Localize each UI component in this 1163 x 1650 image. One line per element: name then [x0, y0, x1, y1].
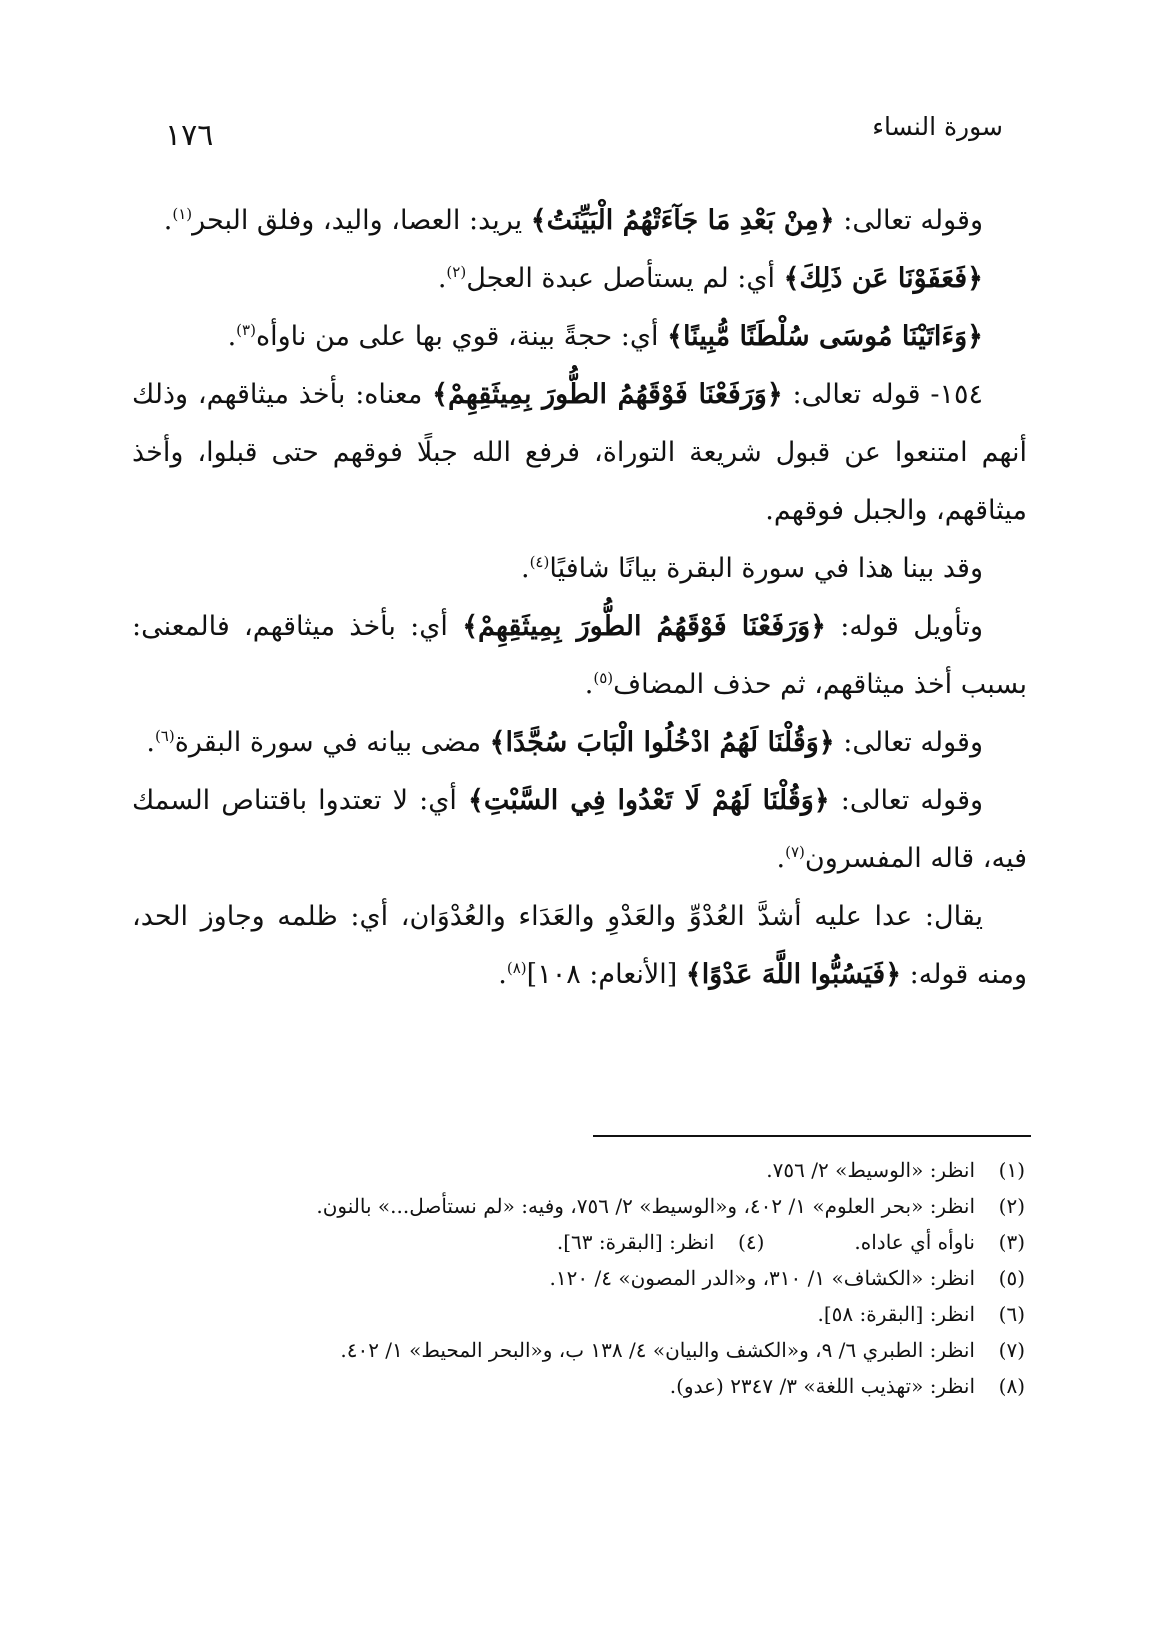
- paragraph-3: ﴿وَءَاتَيْنَا مُوسَى سُلْطَنًا مُّبِينًا﴾ أي: حجةً بينة، قوي بها على من ناوأه$^{(٣)}$.: [227, 321, 983, 352]
- footnote-item: [125, 1368, 1025, 1404]
- footnote-text: انظر: «تهذيب اللغة» ٣/ ٢٣٤٧ (عدو).: [669, 1374, 975, 1398]
- footnote-item: [125, 1260, 1025, 1296]
- footnote-number: (١): [998, 1158, 1025, 1182]
- footnote-ref: (١): [172, 205, 193, 223]
- footnote-item: [125, 1152, 1025, 1188]
- paragraph-7: وقوله تعالى: ﴿وَقُلْنَا لَهُمُ ادْخُلُوا الْبَابَ سُجَّدًا﴾ مضى بيانه في سورة البقرة$^{(٦)}$.: [146, 727, 983, 758]
- footnote-ref: (٦): [154, 727, 175, 745]
- quran-verse: ﴿وَقُلْنَا لَهُمْ لَا تَعْدُوا فِي السَّبْتِ﴾: [468, 785, 830, 816]
- page-number: ١٧٦: [165, 118, 214, 153]
- quran-verse: ﴿فَعَفَوْنَا عَن ذَلِكَ﴾: [783, 263, 983, 294]
- paragraph-2: ﴿فَعَفَوْنَا عَن ذَلِكَ﴾ أي: لم يستأصل عبدة العجل$^{(٢)}$.: [437, 263, 983, 294]
- footnote-item: [125, 1332, 1025, 1368]
- paragraph-9: يقال: عدا عليه أشدَّ العُدْوِّ والعَدْوِ والعَدَاء والعُدْوَان، أي: ظلمه وجاوز الحد، ومنه قوله: ﴿فَيَسُبُّوا اللَّهَ عَدْوًا﴾ [الأنعام: ١٠٨]$^{(٨)}$.: [132, 901, 1027, 990]
- surah-title: سورة النساء: [872, 112, 1003, 141]
- footnote-number: (٦): [998, 1302, 1025, 1326]
- paragraph-4: ١٥٤- قوله تعالى: ﴿وَرَفَعْنَا فَوْقَهُمُ الطُّورَ بِمِيثَقِهِمْ﴾ معناه: بأخذ ميثاقهم، وذلك أنهم امتنعوا عن قبول شريعة التوراة، فرفع الله جبلًا فوقهم حتى قبلوا، وأخذ ميثاقهم، والجبل فوقهم.: [132, 379, 1027, 526]
- footnote-divider: [593, 1135, 1031, 1137]
- footnote-number: (٧): [998, 1338, 1025, 1362]
- footnote-text: ناوأه أي عاداه.: [854, 1230, 975, 1254]
- main-text: [132, 192, 1027, 1004]
- quran-verse: ﴿وَقُلْنَا لَهُمُ ادْخُلُوا الْبَابَ سُجَّدًا﴾: [489, 727, 835, 758]
- footnote-text: انظر: [البقرة: ٥٨].: [817, 1302, 975, 1326]
- footnote-number: (٣): [998, 1230, 1025, 1254]
- quran-verse: ﴿وَءَاتَيْنَا مُوسَى سُلْطَنًا مُّبِينًا﴾: [667, 321, 983, 352]
- footnote-ref: (٣): [236, 321, 256, 339]
- quran-verse: ﴿مِنْ بَعْدِ مَا جَآءَتْهُمُ الْبَيِّنَتُ﴾: [530, 205, 835, 236]
- quran-verse: ﴿فَيَسُبُّوا اللَّهَ عَدْوًا﴾: [685, 959, 902, 990]
- quran-verse: ﴿وَرَفَعْنَا فَوْقَهُمُ الطُّورَ بِمِيثَقِهِمْ﴾: [462, 611, 827, 642]
- footnote-item: [125, 1188, 1025, 1224]
- footnote-number: (٤): [738, 1230, 765, 1254]
- footnote-item: [125, 1224, 1025, 1260]
- paragraph-1: وقوله تعالى: ﴿مِنْ بَعْدِ مَا جَآءَتْهُمُ الْبَيِّنَتُ﴾ يريد: العصا، واليد، وفلق البحر$^{(١)}$.: [163, 205, 983, 236]
- paragraph-8: وقوله تعالى: ﴿وَقُلْنَا لَهُمْ لَا تَعْدُوا فِي السَّبْتِ﴾ أي: لا تعتدوا باقتناص السمك فيه، قاله المفسرون$^{(٧)}$.: [132, 785, 1027, 874]
- footnote-text: انظر: «الوسيط» ٢/ ٧٥٦.: [766, 1158, 975, 1182]
- footnote-number: (٨): [998, 1374, 1025, 1398]
- footnote-ref: (٢): [446, 263, 467, 281]
- footnote-text: انظر: «بحر العلوم» ١/ ٤٠٢، و«الوسيط» ٢/ ٧٥٦، وفيه: «لم نستأصل...» بالنون.: [316, 1194, 975, 1218]
- footnote-ref: (٤): [529, 553, 550, 571]
- paragraph-5: وقد بينا هذا في سورة البقرة بيانًا شافيًا$^{(٤)}$.: [520, 553, 983, 584]
- footnotes: [125, 1152, 1025, 1404]
- quran-verse: ﴿وَرَفَعْنَا فَوْقَهُمُ الطُّورَ بِمِيثَقِهِمْ﴾: [432, 379, 783, 410]
- footnote-text: انظر: الطبري ٦/ ٩، و«الكشف والبيان» ٤/ ١٣٨ ب، و«البحر المحيط» ١/ ٤٠٢.: [340, 1338, 975, 1362]
- footnote-text: انظر: «الكشاف» ١/ ٣١٠، و«الدر المصون» ٤/ ١٢٠.: [549, 1266, 975, 1290]
- footnote-ref: (٥): [593, 669, 614, 687]
- footnote-text: انظر: [البقرة: ٦٣].: [556, 1230, 715, 1254]
- footnote-number: (٢): [998, 1194, 1025, 1218]
- page-header: [165, 112, 1003, 152]
- footnote-ref: (٧): [785, 843, 805, 861]
- footnote-ref: (٨): [506, 959, 527, 977]
- footnote-item: [125, 1296, 1025, 1332]
- footnote-number: (٥): [998, 1266, 1025, 1290]
- paragraph-6: وتأويل قوله: ﴿وَرَفَعْنَا فَوْقَهُمُ الطُّورَ بِمِيثَقِهِمْ﴾ أي: بأخذ ميثاقهم، فالمعنى: بسبب أخذ ميثاقهم، ثم حذف المضاف$^{(٥)}$.: [132, 611, 1027, 700]
